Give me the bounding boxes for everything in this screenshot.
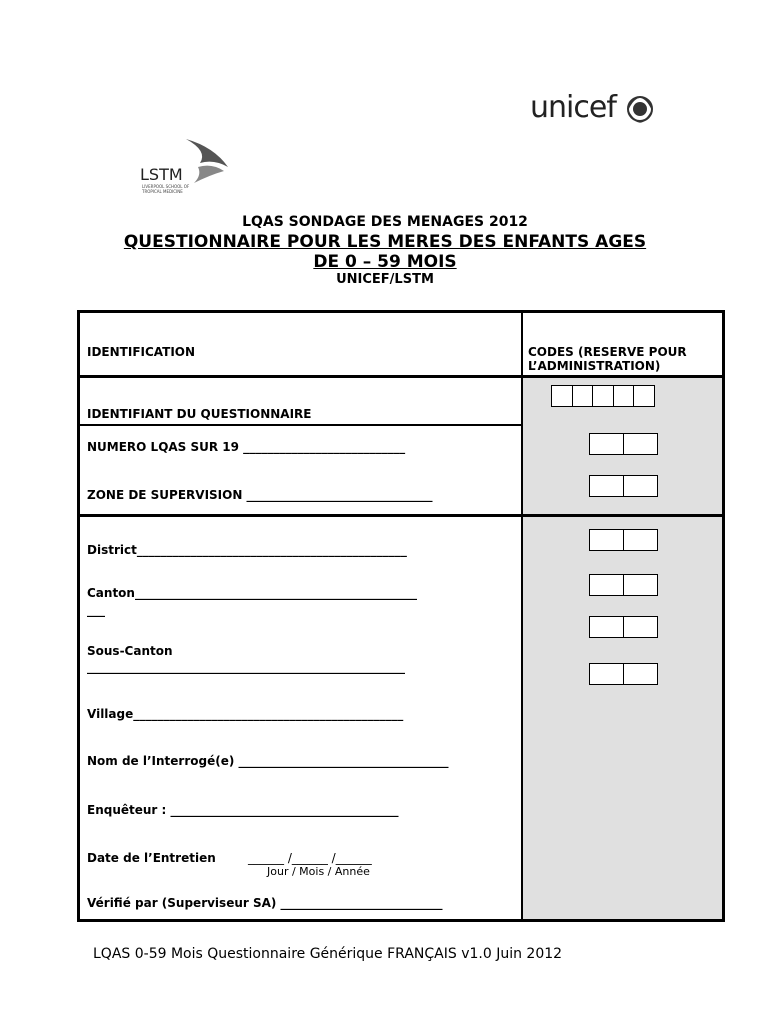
village-field[interactable]: Village_____________________________________________ <box>87 707 404 721</box>
code-box[interactable] <box>589 574 624 596</box>
sous-canton-label: Sous-Canton <box>87 644 173 658</box>
codes-heading-line1: CODES (RESERVE POUR <box>528 345 687 359</box>
codes-heading-line2: L’ADMINISTRATION) <box>528 359 661 373</box>
lstm-logo-text: LSTM <box>140 165 183 184</box>
verifie-par-field[interactable]: Vérifié par (Superviseur SA) ___________________________ <box>87 896 443 910</box>
unicef-logo <box>530 90 665 130</box>
sous-canton-code-boxes[interactable] <box>589 616 656 638</box>
lstm-logo <box>140 137 230 197</box>
lstm-logo-subtext: LIVERPOOL SCHOOL OF TROPICAL MEDICINE <box>142 184 190 194</box>
identification-heading: IDENTIFICATION <box>87 345 196 359</box>
code-box[interactable] <box>623 433 658 455</box>
code-box[interactable] <box>623 475 658 497</box>
sous-canton-field[interactable]: _____________________________________________________ <box>87 660 405 674</box>
unicef-logo-text: unicef <box>530 90 616 125</box>
organisation-label: UNICEF/LSTM <box>336 272 434 287</box>
code-box[interactable] <box>623 529 658 551</box>
date-units: Jour / Mois / Année <box>267 865 370 878</box>
footer-text: LQAS 0-59 Mois Questionnaire Générique FRANÇAIS v1.0 Juin 2012 <box>93 946 563 962</box>
canton-field[interactable]: Canton_______________________________________________ <box>87 586 417 600</box>
code-box[interactable] <box>551 385 573 407</box>
code-box[interactable] <box>589 663 624 685</box>
survey-title: LQAS SONDAGE DES MENAGES 2012 <box>242 214 528 230</box>
code-box[interactable] <box>572 385 594 407</box>
lstm-sail-icon <box>184 137 230 185</box>
nom-interroge-field[interactable]: Nom de l’Interrogé(e) ___________________________________ <box>87 754 449 768</box>
code-box[interactable] <box>633 385 655 407</box>
code-box[interactable] <box>589 616 624 638</box>
canton-code-boxes[interactable] <box>589 574 656 596</box>
zone-code-boxes[interactable] <box>589 475 656 497</box>
code-box[interactable] <box>623 616 658 638</box>
code-box[interactable] <box>589 433 624 455</box>
code-box[interactable] <box>589 475 624 497</box>
unicef-globe-icon <box>625 94 655 124</box>
zone-supervision-field[interactable]: ZONE DE SUPERVISION _______________________________ <box>87 488 433 502</box>
identifiant-label: IDENTIFIANT DU QUESTIONNAIRE <box>87 407 312 421</box>
questionnaire-title: QUESTIONNAIRE POUR LES MERES DES ENFANTS AGES <box>123 232 647 252</box>
questionnaire-title-line2: DE 0 – 59 MOIS <box>313 252 457 272</box>
code-box[interactable] <box>592 385 614 407</box>
numero-code-boxes[interactable] <box>589 433 656 455</box>
district-code-boxes[interactable] <box>589 529 656 551</box>
date-entretien-label: Date de l’Entretien <box>87 851 216 865</box>
numero-lqas-field[interactable]: NUMERO LQAS SUR 19 ___________________________ <box>87 440 406 454</box>
identifiant-code-boxes[interactable] <box>551 385 654 407</box>
date-entretien-field[interactable]: ______ /______ /______ <box>248 851 372 865</box>
village-code-boxes[interactable] <box>589 663 656 685</box>
district-field[interactable]: District_____________________________________________ <box>87 543 407 557</box>
enqueteur-field[interactable]: Enquêteur : ______________________________________ <box>87 803 399 817</box>
code-box[interactable] <box>613 385 635 407</box>
canton-field-cont: ___ <box>87 603 105 617</box>
code-box[interactable] <box>623 663 658 685</box>
code-box[interactable] <box>623 574 658 596</box>
code-box[interactable] <box>589 529 624 551</box>
identification-form <box>77 310 725 922</box>
